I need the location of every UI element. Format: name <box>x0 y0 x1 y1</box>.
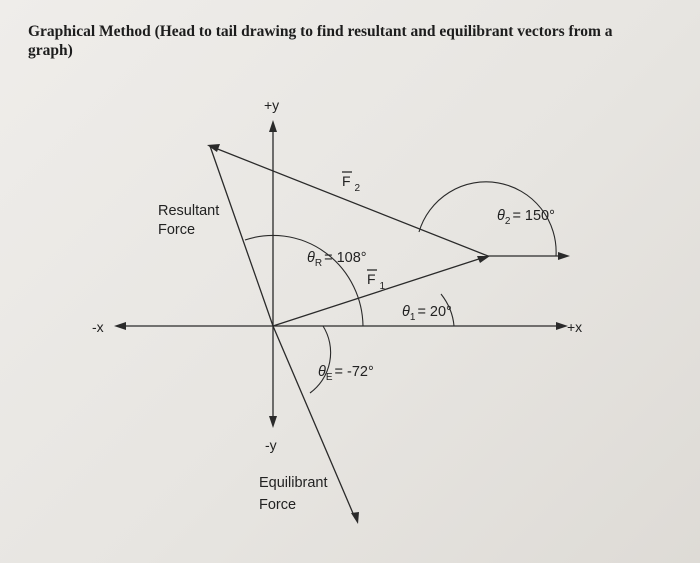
pos-y-label: +y <box>264 97 280 113</box>
equilibrant-label-line1: Equilibrant <box>259 475 328 491</box>
f1-arrowhead <box>477 256 490 263</box>
theta-r-symbol: θ <box>307 250 315 266</box>
equilibrant-arrowhead <box>351 512 359 524</box>
resultant-label-line1: Resultant <box>158 203 220 219</box>
theta-1-value: = 20° <box>417 304 452 320</box>
f1-label-sub: 1 <box>379 281 386 292</box>
f2-label-sub: 2 <box>354 183 361 194</box>
theta-2-value: = 150° <box>512 208 555 224</box>
theta-e-symbol: θ <box>318 364 326 380</box>
f2-arrowhead <box>207 144 220 152</box>
theta-e-sub: E <box>325 372 333 383</box>
f2-label <box>342 173 360 194</box>
theta-e-label <box>318 364 374 383</box>
pos-x-label: +x <box>567 319 583 335</box>
theta-2-label <box>497 208 555 227</box>
theta-1-sub: 1 <box>409 312 416 323</box>
theta-2-symbol: θ <box>497 208 505 224</box>
theta-1-symbol: θ <box>402 304 410 320</box>
theta-r-label <box>307 250 367 269</box>
resultant-label-line2: Force <box>158 222 196 238</box>
f2-vector-line <box>210 146 488 256</box>
f2-reference-arrowhead <box>558 252 570 260</box>
theta-1-label <box>402 304 452 323</box>
y-axis-positive-arrowhead <box>269 120 277 132</box>
theta-e-value: = -72° <box>334 364 374 380</box>
x-axis-negative-arrowhead <box>114 322 126 330</box>
theta-r-sub: R <box>314 258 323 269</box>
theta-r-value: = 108° <box>324 250 367 266</box>
neg-x-label: -x <box>92 319 104 335</box>
f2-label-main: F <box>342 173 351 189</box>
neg-y-label: -y <box>265 437 277 453</box>
theta-2-sub: 2 <box>504 216 511 227</box>
equilibrant-label-line2: Force <box>259 497 297 513</box>
f1-label <box>367 271 385 292</box>
page-title: Graphical Method (Head to tail drawing to find resultant and equilibrant vectors from a graph) <box>28 23 613 59</box>
y-axis-negative-arrowhead <box>269 416 277 428</box>
f1-label-main: F <box>367 271 376 287</box>
